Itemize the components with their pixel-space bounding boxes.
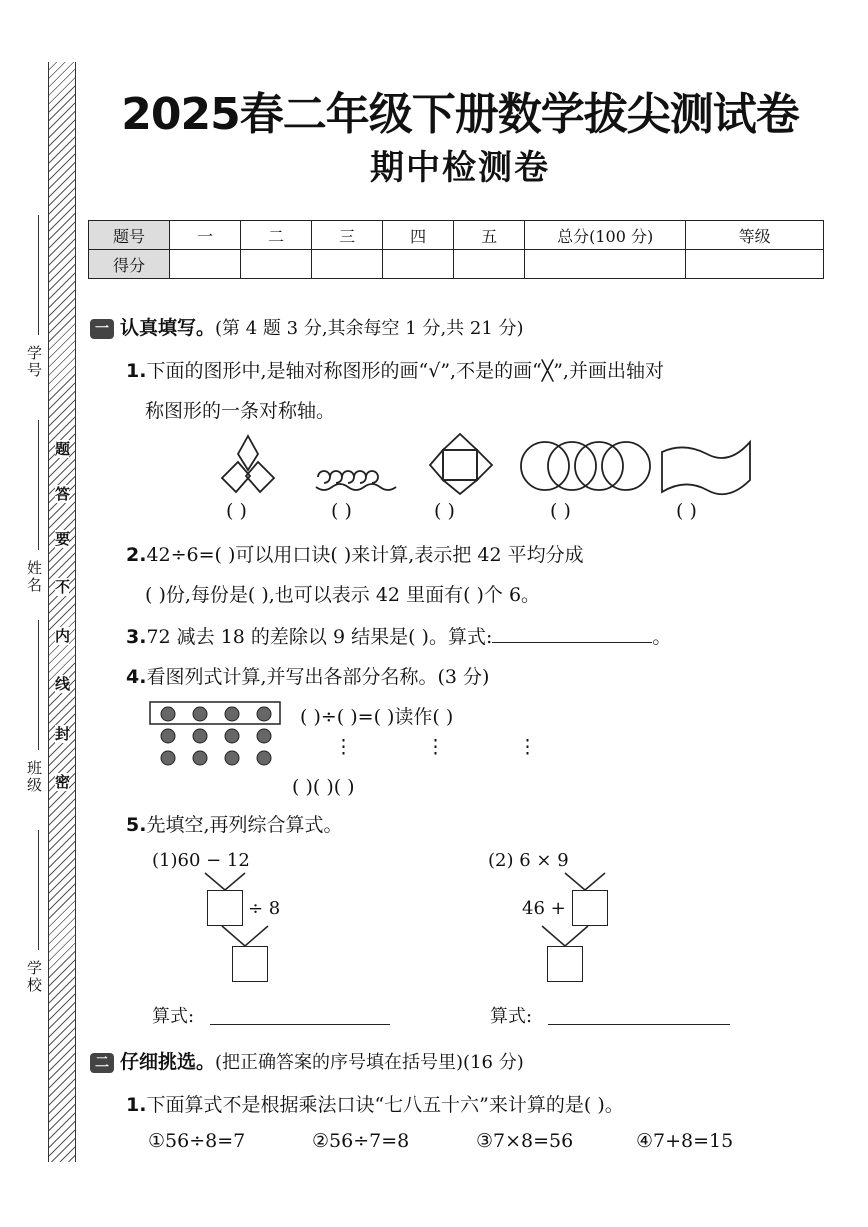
question-text: 下面算式不是根据乘法口诀“七八五十六”来计算的是( )。 bbox=[146, 1094, 624, 1116]
score-cell[interactable] bbox=[241, 250, 312, 279]
table-header-cell: 题号 bbox=[89, 221, 170, 250]
spiral-shape bbox=[316, 471, 396, 490]
table-header-cell: 一 bbox=[170, 221, 241, 250]
question-end: 。 bbox=[652, 626, 672, 648]
binding-margin-hatch bbox=[48, 62, 76, 1162]
option-1[interactable]: ①56÷8=7 bbox=[148, 1130, 246, 1152]
question-1-2-cont: ( )份,每份是( ),也可以表示 42 里面有( )个 6。 bbox=[145, 584, 541, 606]
option-3[interactable]: ③7×8=56 bbox=[476, 1130, 574, 1152]
q5-part2-label: (2) 6 × 9 bbox=[488, 850, 569, 871]
q5-formula-label: 算式: bbox=[152, 1006, 195, 1027]
answer-box[interactable] bbox=[232, 946, 268, 982]
table-header-cell: 三 bbox=[312, 221, 383, 250]
section-2-heading bbox=[90, 1047, 524, 1074]
score-table bbox=[88, 220, 824, 279]
circles-shape bbox=[521, 442, 650, 490]
question-text: 先填空,再列综合算式。 bbox=[146, 814, 343, 836]
table-header-cell: 四 bbox=[383, 221, 454, 250]
question-text: 下面的图形中,是轴对称图形的画“√”,不是的画“╳”,并画出轴对 bbox=[146, 360, 664, 382]
score-cell[interactable] bbox=[686, 250, 824, 279]
seal-char: 要 bbox=[55, 530, 71, 548]
seal-char: 答 bbox=[55, 485, 71, 503]
section-note: (把正确答案的序号填在括号里)(16 分) bbox=[215, 1052, 524, 1073]
answer-paren[interactable]: ( ) bbox=[434, 500, 455, 522]
wave-banner-shape bbox=[662, 442, 750, 494]
table-header-cell: 五 bbox=[454, 221, 525, 250]
score-cell[interactable] bbox=[383, 250, 454, 279]
answer-box[interactable] bbox=[572, 890, 608, 926]
table-header-cell: 总分(100 分) bbox=[525, 221, 686, 250]
q5-formula-label: 算式: bbox=[490, 1006, 533, 1027]
answer-paren[interactable]: ( ) bbox=[676, 500, 697, 522]
student-id-label: 学号 bbox=[25, 345, 43, 379]
score-cell[interactable] bbox=[170, 250, 241, 279]
question-text: 42÷6=( )可以用口诀( )来计算,表示把 42 平均分成 bbox=[146, 544, 584, 566]
question-number: 4. bbox=[126, 666, 147, 688]
student-id-line[interactable] bbox=[38, 215, 39, 335]
score-row-label: 得分 bbox=[89, 250, 170, 279]
option-4[interactable]: ④7+8=15 bbox=[636, 1130, 734, 1152]
question-1-2 bbox=[126, 540, 584, 567]
seal-char: 密 bbox=[55, 773, 71, 791]
apples-figure bbox=[148, 700, 288, 770]
name-line[interactable] bbox=[38, 420, 39, 550]
shapes-figure bbox=[210, 432, 790, 502]
school-label: 学校 bbox=[25, 960, 43, 994]
section-badge: 一 bbox=[90, 319, 114, 339]
question-text: 看图列式计算,并写出各部分名称。(3 分) bbox=[146, 666, 490, 688]
question-number: 5. bbox=[126, 814, 147, 836]
section-badge: 二 bbox=[90, 1053, 114, 1073]
q4-equation[interactable]: ( )÷( )=( )读作( ) bbox=[300, 706, 454, 728]
q4-dots: ⋮ bbox=[426, 736, 445, 758]
question-1-4 bbox=[126, 662, 489, 689]
score-cell[interactable] bbox=[454, 250, 525, 279]
class-line[interactable] bbox=[38, 620, 39, 750]
answer-paren[interactable]: ( ) bbox=[226, 500, 247, 522]
school-line[interactable] bbox=[38, 830, 39, 950]
section-note: (第 4 题 3 分,其余每空 1 分,共 21 分) bbox=[215, 318, 524, 339]
section-title: 仔细挑选。 bbox=[120, 1051, 216, 1073]
name-label: 姓名 bbox=[25, 560, 43, 594]
table-row bbox=[89, 250, 824, 279]
question-1-1-cont: 称图形的一条对称轴。 bbox=[145, 400, 336, 422]
section-1-heading bbox=[90, 313, 524, 340]
q4-dots: ⋮ bbox=[334, 736, 353, 758]
page-subtitle: 期中检测卷 bbox=[370, 148, 550, 188]
question-1-3 bbox=[126, 622, 671, 649]
answer-blank[interactable] bbox=[492, 624, 652, 643]
seal-char: 题 bbox=[55, 440, 71, 458]
answer-box[interactable] bbox=[547, 946, 583, 982]
seal-char: 封 bbox=[55, 725, 71, 743]
answer-box[interactable] bbox=[207, 890, 243, 926]
rhombus-shape bbox=[222, 436, 274, 492]
seal-char: 不 bbox=[55, 578, 71, 596]
question-1-5 bbox=[126, 810, 343, 837]
page-title: 2025春二年级下册数学拔尖测试卷 bbox=[121, 89, 799, 140]
q4-dots: ⋮ bbox=[518, 736, 537, 758]
q5-part1-op: ÷ 8 bbox=[248, 898, 281, 919]
question-number: 1. bbox=[126, 360, 147, 382]
question-number: 1. bbox=[126, 1094, 147, 1116]
table-row bbox=[89, 221, 824, 250]
score-cell[interactable] bbox=[525, 250, 686, 279]
formula-blank[interactable] bbox=[210, 1004, 390, 1025]
q4-part-names[interactable]: ( )( )( ) bbox=[292, 776, 355, 798]
class-label: 班级 bbox=[25, 760, 43, 794]
square-triangles-shape bbox=[430, 434, 492, 494]
option-2[interactable]: ②56÷7=8 bbox=[312, 1130, 410, 1152]
answer-paren[interactable]: ( ) bbox=[331, 500, 352, 522]
score-cell[interactable] bbox=[312, 250, 383, 279]
q5-part1-label: (1)60 − 12 bbox=[152, 850, 250, 871]
table-header-cell: 二 bbox=[241, 221, 312, 250]
question-number: 3. bbox=[126, 626, 147, 648]
seal-char: 内 bbox=[55, 627, 71, 645]
question-2-1 bbox=[126, 1090, 624, 1117]
table-header-cell: 等级 bbox=[686, 221, 824, 250]
seal-char: 线 bbox=[55, 675, 71, 693]
answer-paren[interactable]: ( ) bbox=[550, 500, 571, 522]
question-number: 2. bbox=[126, 544, 147, 566]
q5-part2-op: 46 + bbox=[522, 898, 566, 919]
question-text: 72 减去 18 的差除以 9 结果是( )。算式: bbox=[146, 626, 493, 648]
formula-blank[interactable] bbox=[548, 1004, 730, 1025]
question-1-1 bbox=[126, 356, 664, 383]
section-title: 认真填写。 bbox=[120, 317, 216, 339]
